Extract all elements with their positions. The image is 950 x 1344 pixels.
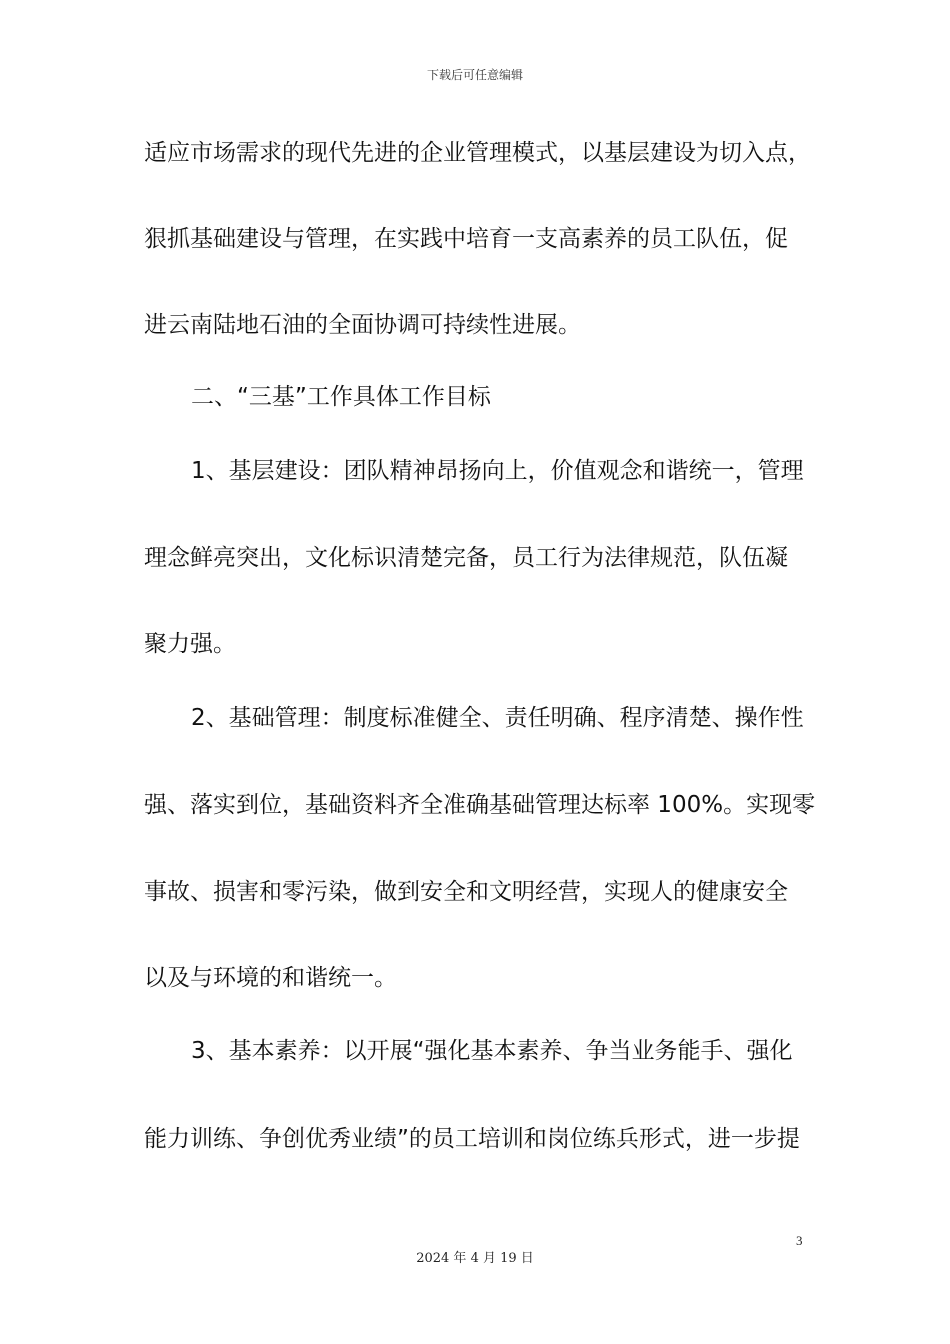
- body-line: 事故、损害和零污染，做到安全和文明经营，实现人的健康安全: [144, 879, 788, 905]
- body-line: 以及与环境的和谐统一。: [144, 965, 397, 991]
- body-line: 狠抓基础建设与管理，在实践中培育一支高素养的员工队伍，促: [144, 226, 788, 252]
- body-line: 进云南陆地石油的全面协调可持续性进展。: [144, 312, 581, 338]
- body-line: 强、落实到位，基础资料齐全准确基础管理达标率 100%。实现零: [144, 792, 816, 818]
- body-line: 能力训练、争创优秀业绩”的员工培训和岗位练兵形式，进一步提: [144, 1126, 800, 1152]
- page-number: 3: [796, 1233, 803, 1248]
- body-line: 聚力强。: [144, 631, 236, 657]
- body-line: 适应市场需求的现代先进的企业管理模式，以基层建设为切入点，: [144, 140, 811, 166]
- body-line: 2、基础管理：制度标准健全、责任明确、程序清楚、操作性: [191, 705, 804, 731]
- page-header: 下载后可任意编辑: [426, 68, 523, 82]
- section-heading: 二、“三基”工作具体工作目标: [191, 384, 491, 410]
- footer-date: 2024 年 4 月 19 日: [416, 1251, 534, 1266]
- body-line: 理念鲜亮突出，文化标识清楚完备，员工行为法律规范，队伍凝: [144, 545, 788, 571]
- body-line: 3、基本素养：以开展“强化基本素养、争当业务能手、强化: [191, 1038, 793, 1064]
- body-line: 1、基层建设：团队精神昂扬向上，价值观念和谐统一，管理: [191, 458, 804, 484]
